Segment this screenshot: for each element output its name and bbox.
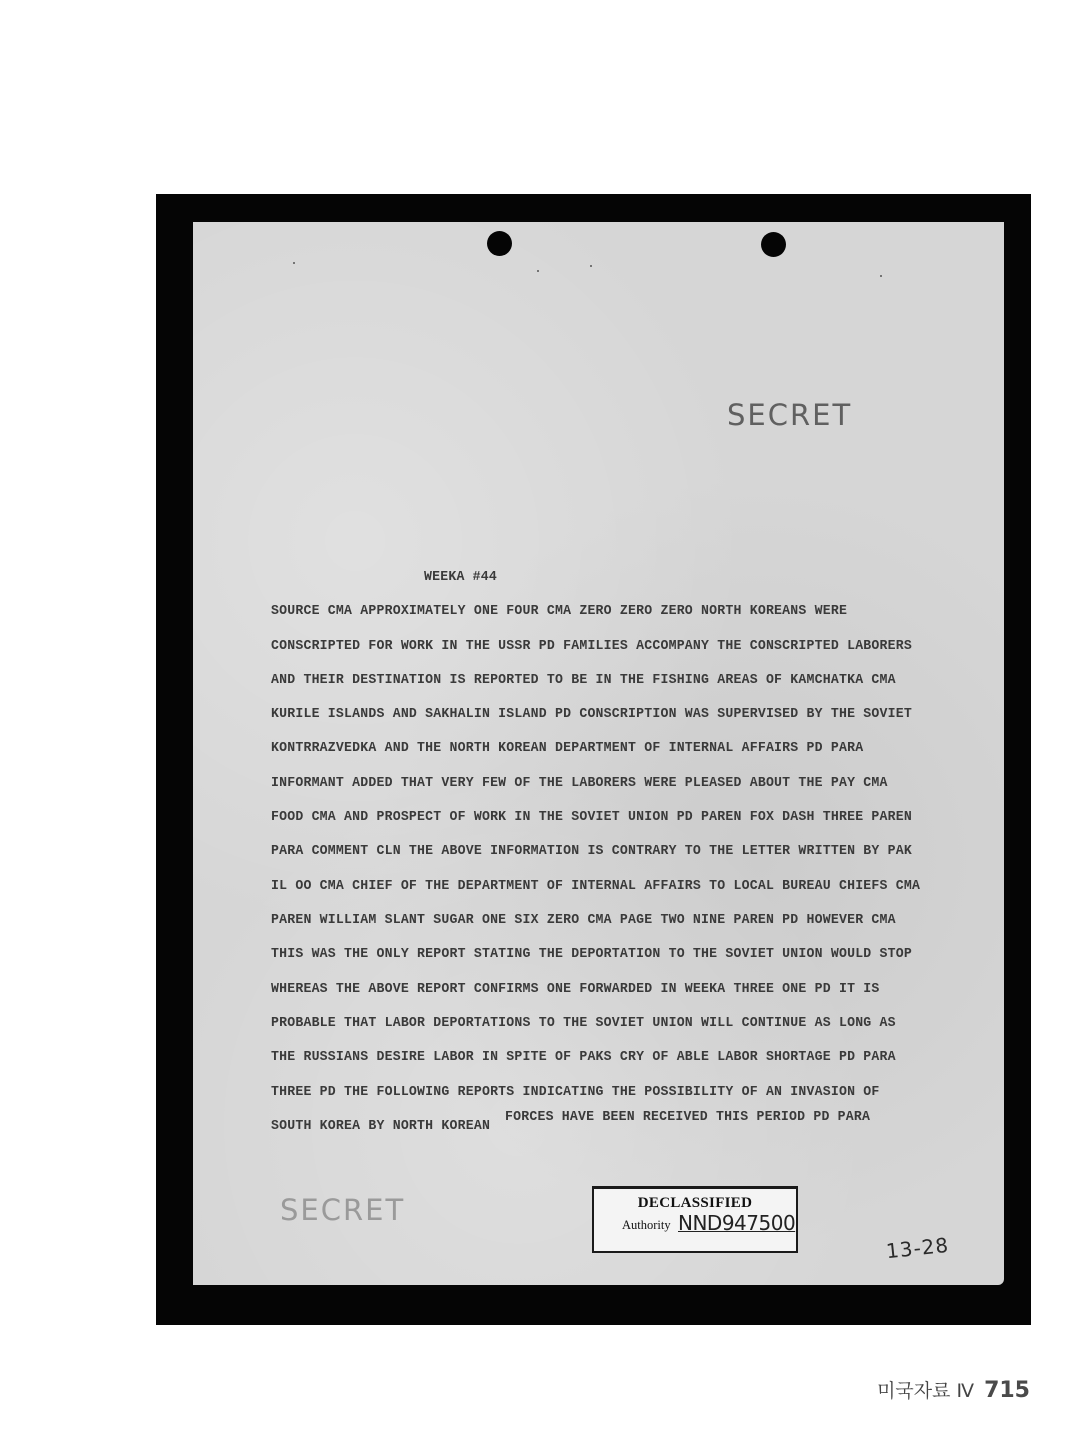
secret-stamp-bottom: SECRET <box>280 1193 406 1227</box>
paper-speck <box>590 265 592 267</box>
text-line: AND THEIR DESTINATION IS REPORTED TO BE IN THE FISHING AREAS OF KAMCHATKA CMA <box>271 671 896 688</box>
text-line: KURILE ISLANDS AND SAKHALIN ISLAND PD CONSCRIPTION WAS SUPERVISED BY THE SOVIET <box>271 705 912 722</box>
authority-value: NND947500 <box>678 1211 796 1235</box>
text-line: SOURCE CMA APPROXIMATELY ONE FOUR CMA ZERO ZERO ZERO NORTH KOREANS WERE <box>271 602 848 619</box>
authority-label: Authority <box>622 1218 671 1232</box>
text-line: PROBABLE THAT LABOR DEPORTATIONS TO THE SOVIET UNION WILL CONTINUE AS LONG AS <box>271 1014 896 1031</box>
handwritten-note: 13-28 <box>884 1232 951 1264</box>
text-line: THREE PD THE FOLLOWING REPORTS INDICATING THE POSSIBILITY OF AN INVASION OF <box>271 1083 880 1100</box>
document-heading: WEEKA #44 <box>424 568 498 585</box>
text-line: IL OO CMA CHIEF OF THE DEPARTMENT OF INTERNAL AFFAIRS TO LOCAL BUREAU CHIEFS CMA <box>271 877 921 894</box>
text-line: THE RUSSIANS DESIRE LABOR IN SPITE OF PAKS CRY OF ABLE LABOR SHORTAGE PD PARA <box>271 1048 896 1065</box>
page-number: 715 <box>984 1378 1030 1403</box>
paper-speck <box>537 270 539 272</box>
text-line: PAREN WILLIAM SLANT SUGAR ONE SIX ZERO CMA PAGE TWO NINE PAREN PD HOWEVER CMA <box>271 911 896 928</box>
secret-stamp-top: SECRET <box>727 398 853 432</box>
text-line: WHEREAS THE ABOVE REPORT CONFIRMS ONE FORWARDED IN WEEKA THREE ONE PD IT IS <box>271 980 880 997</box>
text-line: INFORMANT ADDED THAT VERY FEW OF THE LABORERS WERE PLEASED ABOUT THE PAY CMA <box>271 774 888 791</box>
text-line: KONTRRAZVEDKA AND THE NORTH KOREAN DEPARTMENT OF INTERNAL AFFAIRS PD PARA <box>271 739 864 756</box>
text-line: PARA COMMENT CLN THE ABOVE INFORMATION IS CONTRARY TO THE LETTER WRITTEN BY PAK <box>271 842 912 859</box>
punch-hole-left <box>487 231 512 256</box>
text-line-tail: FORCES HAVE BEEN RECEIVED THIS PERIOD PD PARA <box>505 1108 871 1125</box>
text-line: SOUTH KOREA BY NORTH KOREAN <box>271 1117 491 1134</box>
text-line: CONSCRIPTED FOR WORK IN THE USSR PD FAMILIES ACCOMPANY THE CONSCRIPTED LABORERS <box>271 637 912 654</box>
series-title: 미국자료 Ⅳ <box>877 1380 975 1402</box>
declassified-stamp <box>592 1186 798 1253</box>
page-footer <box>877 1376 1030 1403</box>
declassified-title: DECLASSIFIED <box>637 1195 753 1211</box>
paper-speck <box>293 262 295 264</box>
text-line: FOOD CMA AND PROSPECT OF WORK IN THE SOVIET UNION PD PAREN FOX DASH THREE PAREN <box>271 808 912 825</box>
paper-speck <box>880 275 882 277</box>
text-line: THIS WAS THE ONLY REPORT STATING THE DEPORTATION TO THE SOVIET UNION WOULD STOP <box>271 945 912 962</box>
punch-hole-right <box>761 232 786 257</box>
